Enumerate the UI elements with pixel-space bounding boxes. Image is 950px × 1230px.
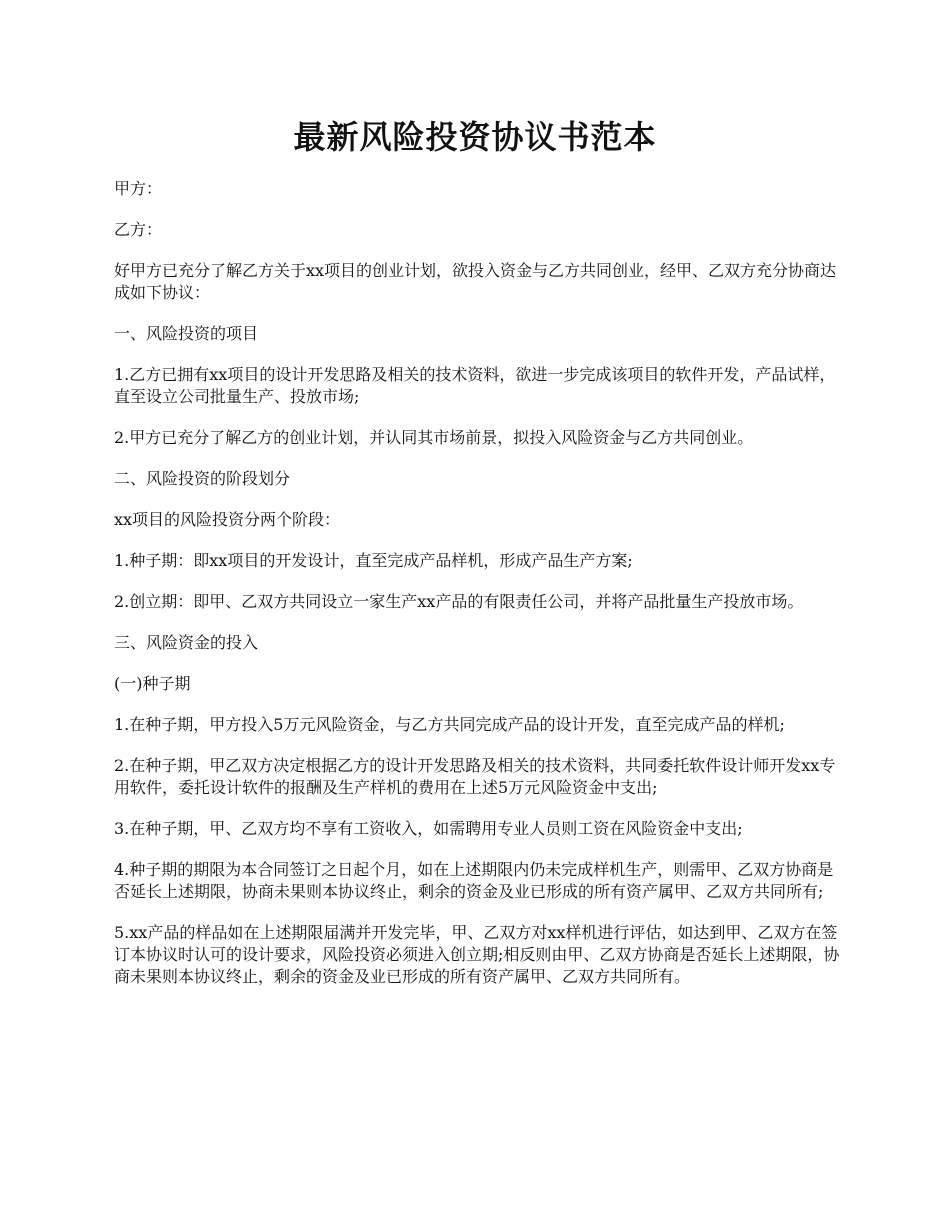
subsection-heading: (一)种子期: [114, 674, 191, 693]
clause-paragraph: 5.xx产品的样品如在上述期限届满并开发完毕，甲、乙双方对xx样机进行评估，如达到甲、乙双方在签订本协议时认可的设计要求，风险投资必须进入创立期;相反则由甲、乙双方协商是否延长上述期限，协商未果则本协议终止，剩余的资金及业已形成的所有资产属甲、乙双方共同所有。: [114, 923, 840, 986]
clause-paragraph: 2.创立期：即甲、乙双方共同设立一家生产xx产品的有限责任公司，并将产品批量生产投放市场。: [114, 592, 804, 611]
clause-paragraph: 1.乙方已拥有xx项目的设计开发思路及相关的技术资料，欲进一步完成该项目的软件开发，产品试样，直至设立公司批量生产、投放市场;: [114, 365, 836, 406]
document-body: [114, 178, 844, 1007]
clause-paragraph: 2.甲方已充分了解乙方的创业计划，并认同其市场前景，拟投入风险资金与乙方共同创业。: [114, 428, 754, 447]
document-title: 最新风险投资协议书范本: [293, 118, 657, 156]
clause-paragraph: 1.在种子期，甲方投入5万元风险资金，与乙方共同完成产品的设计开发，直至完成产品的样机;: [114, 715, 785, 734]
section-heading-1: 一、风险投资的项目: [114, 324, 259, 343]
party-b-line: 乙方：: [114, 220, 163, 239]
clause-paragraph: 3.在种子期，甲、乙双方均不享有工资收入，如需聘用专业人员则工资在风险资金中支出;: [114, 819, 743, 838]
preamble-paragraph: 好甲方已充分了解乙方关于xx项目的创业计划，欲投入资金与乙方共同创业，经甲、乙双方充分协商达成如下协议：: [114, 261, 837, 302]
clause-paragraph: 4.种子期的期限为本合同签订之日起个月，如在上述期限内仍未完成样机生产，则需甲、乙双方协商是否延长上述期限，协商未果则本协议终止，剩余的资金及业已形成的所有资产属甲、乙双方共同所有;: [114, 860, 834, 901]
clause-paragraph: 1.种子期：即xx项目的开发设计，直至完成产品样机，形成产品生产方案;: [114, 551, 633, 570]
section-heading-3: 三、风险资金的投入: [114, 633, 259, 652]
clause-paragraph: 2.在种子期，甲乙双方决定根据乙方的设计开发思路及相关的技术资料，共同委托软件设计师开发xx专用软件，委托设计软件的报酬及生产样机的费用在上述5万元风险资金中支出;: [114, 756, 836, 797]
clause-paragraph: xx项目的风险投资分两个阶段：: [114, 510, 341, 529]
party-a-line: 甲方：: [114, 179, 163, 198]
section-heading-2: 二、风险投资的阶段划分: [114, 469, 291, 488]
